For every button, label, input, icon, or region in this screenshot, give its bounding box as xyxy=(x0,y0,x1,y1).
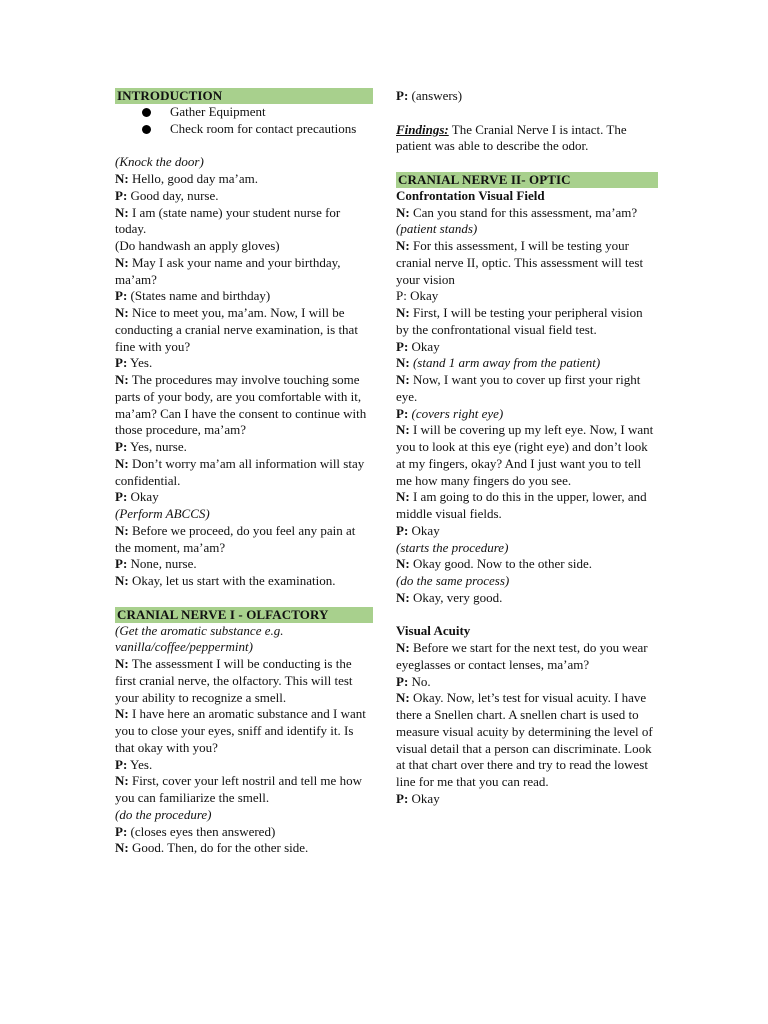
speech-text: (closes eyes then answered) xyxy=(127,823,276,839)
speaker-label: N: xyxy=(115,455,129,471)
speech-text: For this assessment, I will be testing your cranial nerve II, optic. This assessment will test your vision xyxy=(396,238,644,287)
right-column xyxy=(396,88,658,808)
speech-text: Now, I want you to cover up first your right eye. xyxy=(396,372,641,404)
dialogue-line: (Get the aromatic substance e.g. vanilla/coffee/peppermint) xyxy=(115,622,284,655)
speaker-label: N: xyxy=(396,690,410,706)
dialogue-line xyxy=(115,355,373,372)
speech-text: Can you stand for this assessment, ma’am? xyxy=(409,204,638,220)
speech-text: Hello, good day ma’am. xyxy=(128,171,258,186)
speech-text: Okay xyxy=(408,522,440,538)
bullet-icon xyxy=(142,108,151,117)
findings-paragraph xyxy=(396,122,658,156)
speech-text: The procedures may involve touching some parts of your body, are you comfortable with it, ma’am? Can I have the consent to continue with those procedure, ma’am? xyxy=(115,372,367,438)
dialogue-line xyxy=(396,305,658,339)
dialogue-line xyxy=(115,188,373,205)
dialogue-line xyxy=(115,573,373,590)
speaker-label: P: xyxy=(115,756,128,772)
olfactory-dialogue xyxy=(115,623,373,858)
speaker-label: P: xyxy=(396,88,409,103)
speech-text: First, I will be testing your peripheral vision by the confrontational visual field test. xyxy=(396,305,643,337)
speaker-label: N: xyxy=(396,556,410,572)
speech-text: I am going to do this in the upper, lower, and middle visual fields. xyxy=(396,489,647,521)
dialogue-line xyxy=(115,205,373,239)
speaker-label: N: xyxy=(115,773,129,789)
dialogue-line xyxy=(396,556,658,573)
dialogue-line xyxy=(115,840,373,857)
speech-text: Okay xyxy=(408,790,440,806)
speaker-label: P: xyxy=(115,355,128,371)
dialogue-line xyxy=(396,489,658,523)
speaker-label: N: xyxy=(115,204,129,220)
dialogue-line xyxy=(115,757,373,774)
dialogue-line xyxy=(115,489,373,506)
speech-text: Don’t worry ma’am all information will stay confidential. xyxy=(115,455,365,488)
speech-text: Before we proceed, do you feel any pain at the moment, ma’am? xyxy=(115,522,356,555)
dialogue-line xyxy=(396,238,658,288)
speaker-label: P: xyxy=(115,439,128,454)
dialogue-line xyxy=(396,523,658,540)
speech-text: I will be covering up my left eye. Now, I want you to look at this eye (right eye) and don’t look at my fingers, okay? And I just want you to tell me how many fingers do you see. xyxy=(396,422,654,488)
dialogue-line: (Knock the door) xyxy=(115,154,204,170)
dialogue-line xyxy=(115,171,373,188)
dialogue-line xyxy=(115,656,373,706)
speech-text: I am (state name) your student nurse for today. xyxy=(115,204,341,237)
speech-text: Okay xyxy=(127,489,159,505)
speaker-label: N: xyxy=(396,238,410,253)
findings-label: Findings: xyxy=(396,121,449,137)
speech-text: Good. Then, do for the other side. xyxy=(128,840,309,856)
speech-text: Good day, nurse. xyxy=(127,187,219,203)
speaker-label: N: xyxy=(115,656,129,671)
speaker-label: N: xyxy=(396,372,410,387)
visual-field-dialogue xyxy=(396,205,658,607)
dialogue-line xyxy=(115,305,373,355)
olfactory-continued xyxy=(396,88,658,105)
dialogue-line xyxy=(396,674,658,691)
dialogue-line xyxy=(396,88,658,105)
dialogue-line: (Perform ABCCS) xyxy=(115,506,210,521)
dialogue-line xyxy=(396,640,658,674)
dialogue-line xyxy=(396,372,658,406)
cranial-nerve-2-header: CRANIAL NERVE II- OPTIC xyxy=(396,172,658,188)
speech-text: (States name and birthday) xyxy=(127,288,271,304)
speech-text: Before we start for the next test, do you wear eyeglasses or contact lenses, ma’am? xyxy=(396,640,648,672)
speech-text: (covers right eye) xyxy=(408,405,504,421)
dialogue-line xyxy=(396,339,658,356)
speech-text: Yes, nurse. xyxy=(127,439,187,454)
speech-text: (answers) xyxy=(408,88,463,103)
speech-text: Okay. Now, let’s test for visual acuity. I have there a Snellen chart. A snellen chart is used to measure visual acuity by determining the level of visual detail that a person can discriminate. Look at that chart over there and try to read the lowest line for me that you can read. xyxy=(396,690,653,789)
dialogue-line xyxy=(396,406,658,423)
speaker-label: N: xyxy=(396,422,410,438)
dialogue-line: (do the same process) xyxy=(396,573,510,588)
dialogue-line xyxy=(115,439,373,456)
speaker-label: P: xyxy=(115,187,128,203)
speech-text: The assessment I will be conducting is the first cranial nerve, the olfactory. This will test your ability to recognize a smell. xyxy=(115,656,353,705)
speaker-label: P: xyxy=(115,823,128,839)
dialogue-line: (starts the procedure) xyxy=(396,539,509,555)
speech-text: Okay xyxy=(408,338,440,354)
dialogue-line: (patient stands) xyxy=(396,221,478,237)
visual-acuity-dialogue xyxy=(396,640,658,808)
introduction-dialogue xyxy=(115,154,373,590)
dialogue-line xyxy=(115,824,373,841)
speaker-label: P: xyxy=(115,288,128,304)
dialogue-line xyxy=(115,372,373,439)
speaker-label: N: xyxy=(115,706,129,722)
speaker-label: N: xyxy=(396,305,410,320)
cranial-nerve-1-header: CRANIAL NERVE I - OLFACTORY xyxy=(115,607,373,623)
dialogue-line xyxy=(115,523,373,557)
speech-text: First, cover your left nostril and tell me how you can familiarize the smell. xyxy=(115,773,362,805)
speech-text: I have here an aromatic substance and I want you to close your eyes, sniff and identify it. Is that okay with you? xyxy=(115,706,366,755)
findings-text: The Cranial Nerve I is intact. The patient was able to describe the odor. xyxy=(396,121,627,154)
dialogue-line xyxy=(396,422,658,489)
speaker-label: P: xyxy=(396,405,409,421)
speech-text: Okay, very good. xyxy=(409,589,503,605)
left-column xyxy=(115,88,373,857)
speech-text: May I ask your name and your birthday, ma’am? xyxy=(115,254,341,287)
speech-text: Okay, let us start with the examination. xyxy=(128,573,336,588)
speech-text: No. xyxy=(408,673,431,689)
speech-text: Yes. xyxy=(127,355,153,371)
bullet-icon xyxy=(142,125,151,134)
speech-text: Okay good. Now to the other side. xyxy=(409,556,593,572)
visual-acuity-title: Visual Acuity xyxy=(396,623,471,639)
speaker-label: N: xyxy=(115,522,129,538)
dialogue-line xyxy=(115,556,373,573)
dialogue-line: (do the procedure) xyxy=(115,806,212,822)
speaker-label: N: xyxy=(115,840,129,856)
speaker-label: N: xyxy=(396,489,410,505)
dialogue-line: P: Okay xyxy=(396,288,439,304)
dialogue-line xyxy=(115,706,373,756)
bullet-item: Check room for contact precautions xyxy=(115,121,373,138)
introduction-header: INTRODUCTION xyxy=(115,88,373,104)
speaker-label: P: xyxy=(396,790,409,806)
speaker-label: N: xyxy=(115,305,129,320)
speaker-label: N: xyxy=(396,640,410,655)
bullet-item: Gather Equipment xyxy=(115,104,373,121)
speaker-label: P: xyxy=(115,556,128,572)
dialogue-line xyxy=(396,205,658,222)
speech-text: None, nurse. xyxy=(127,556,197,572)
speaker-label: N: xyxy=(115,372,129,387)
speaker-label: P: xyxy=(396,338,409,354)
dialogue-line xyxy=(396,791,658,808)
dialogue-line xyxy=(115,456,373,490)
dialogue-line xyxy=(396,355,658,372)
speaker-label: N: xyxy=(396,204,410,220)
dialogue-line xyxy=(115,255,373,289)
speaker-label: N: xyxy=(396,589,410,605)
speech-text: (stand 1 arm away from the patient) xyxy=(409,355,601,371)
speaker-label: N: xyxy=(115,254,129,270)
dialogue-line xyxy=(115,288,373,305)
speaker-label: N: xyxy=(396,355,410,371)
speaker-label: P: xyxy=(396,673,409,689)
speaker-label: P: xyxy=(115,489,128,505)
speaker-label: N: xyxy=(115,573,129,588)
dialogue-line xyxy=(396,690,658,791)
speech-text: Yes. xyxy=(127,756,153,772)
speaker-label: N: xyxy=(115,171,129,186)
dialogue-line: (Do handwash an apply gloves) xyxy=(115,238,280,253)
confrontation-visual-field-title: Confrontation Visual Field xyxy=(396,187,545,203)
dialogue-line xyxy=(396,590,658,607)
speech-text: Nice to meet you, ma’am. Now, I will be conducting a cranial nerve examination, is that fine with you? xyxy=(115,305,358,354)
speaker-label: P: xyxy=(396,522,409,538)
dialogue-line xyxy=(115,773,373,807)
